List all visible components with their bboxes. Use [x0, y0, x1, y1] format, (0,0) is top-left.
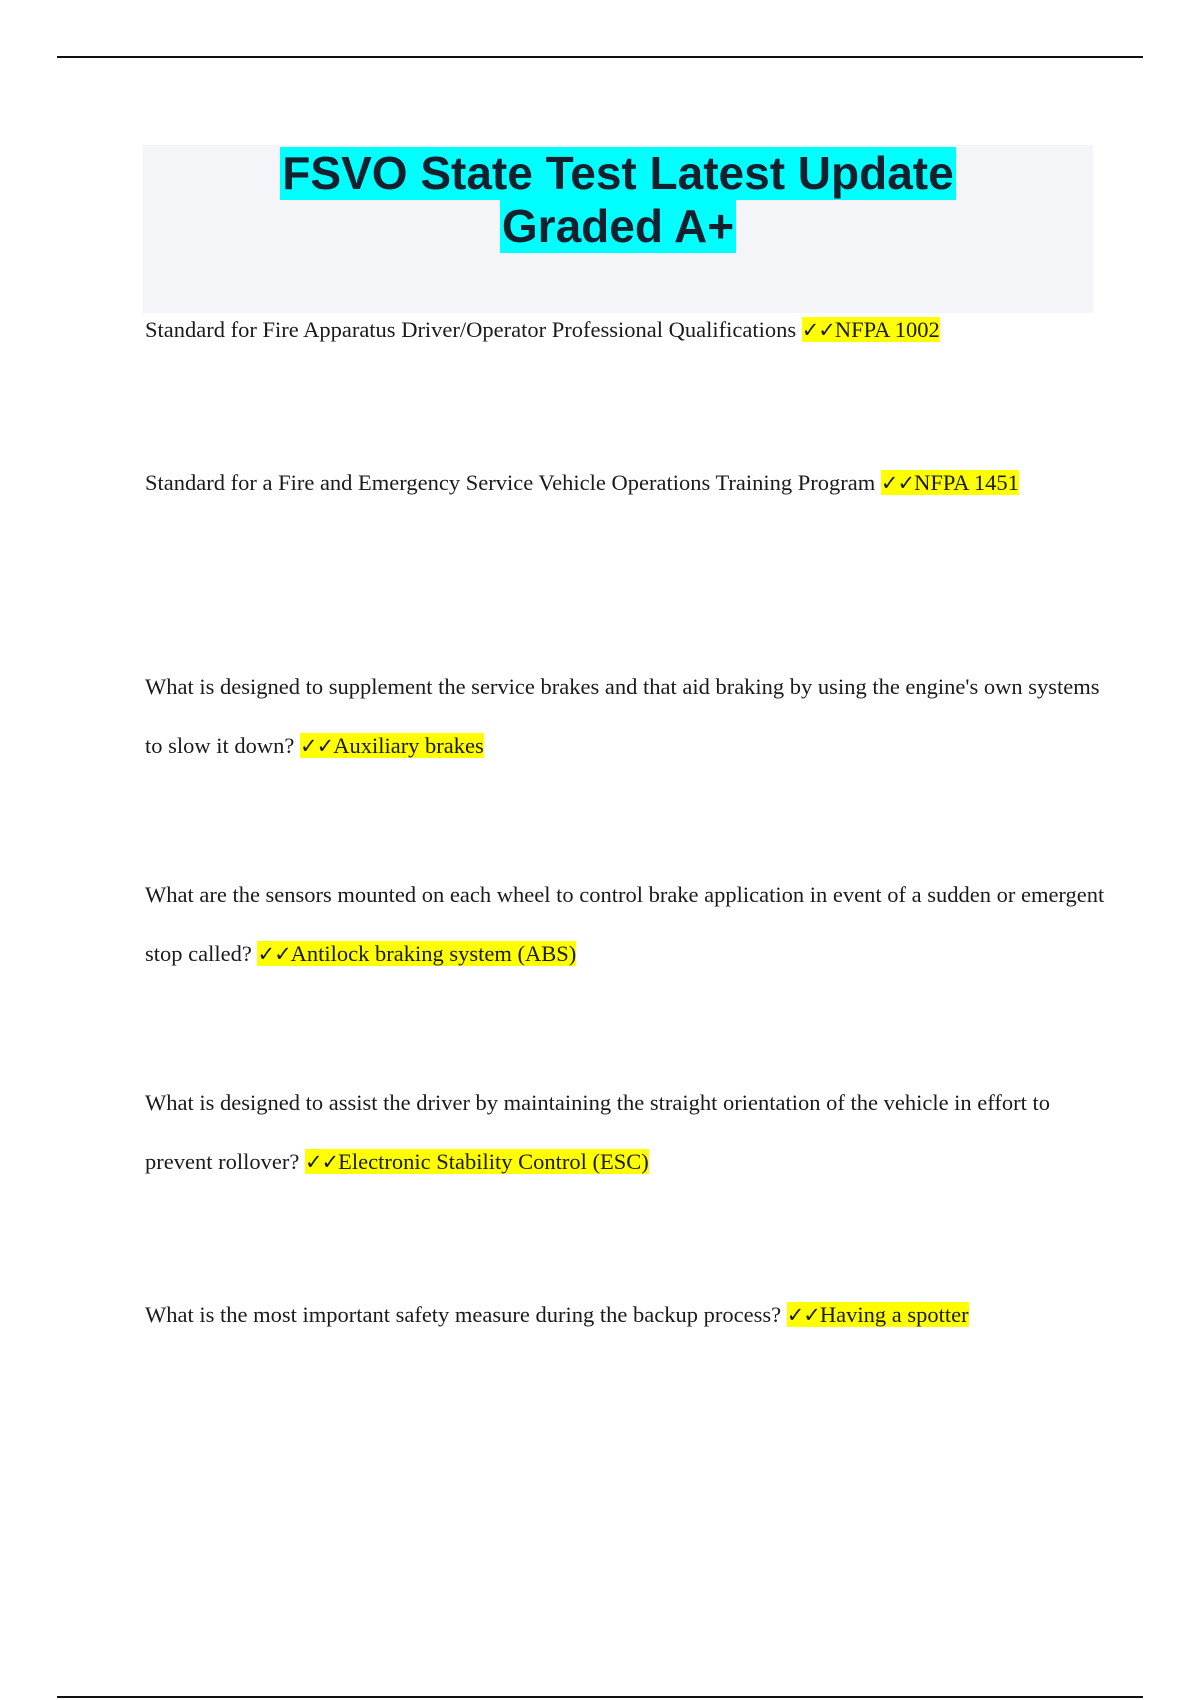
double-check-icon: ✓✓	[257, 942, 291, 966]
question-text: What are the sensors mounted on each wheel to control brake application in event of a sudden or emergent stop called?	[145, 882, 1105, 966]
double-check-icon: ✓✓	[880, 471, 915, 495]
answer-text: Having a spotter	[819, 1302, 969, 1327]
double-check-icon: ✓✓	[786, 1303, 820, 1327]
bottom-rule	[57, 1696, 1143, 1698]
question-text: Standard for a Fire and Emergency Service Vehicle Operations Training Program	[145, 470, 876, 495]
answer-highlight	[787, 1302, 969, 1327]
top-rule	[57, 56, 1143, 58]
title-banner	[143, 145, 1093, 313]
document-title-line-2: Graded A+	[501, 200, 735, 252]
double-check-icon: ✓✓	[801, 318, 835, 342]
question-text: What is the most important safety measure during the backup process?	[145, 1302, 782, 1327]
answer-text: NFPA 1451	[914, 470, 1019, 495]
qa-item-5	[145, 1073, 1105, 1192]
qa-item-6	[145, 1285, 1105, 1345]
answer-highlight	[300, 733, 484, 758]
qa-item-2	[145, 453, 1105, 513]
answer-text: Antilock braking system (ABS)	[290, 941, 577, 966]
question-text: Standard for Fire Apparatus Driver/Operator Professional Qualifications	[145, 317, 797, 342]
answer-highlight	[305, 1149, 649, 1174]
qa-item-4	[145, 865, 1105, 984]
qa-item-3	[145, 657, 1105, 776]
answer-highlight	[881, 470, 1019, 495]
qa-item-1	[145, 300, 1105, 360]
answer-highlight	[802, 317, 940, 342]
answer-text: Auxiliary brakes	[333, 733, 484, 758]
double-check-icon: ✓✓	[304, 1150, 339, 1174]
answer-text: NFPA 1002	[834, 317, 940, 342]
question-text: What is designed to assist the driver by maintaining the straight orientation of the vehicle in effort to prevent rollover?	[145, 1090, 1050, 1174]
question-text: What is designed to supplement the service brakes and that aid braking by using the engine's own systems to slow it down?	[145, 674, 1100, 758]
double-check-icon: ✓✓	[300, 734, 334, 758]
answer-text: Electronic Stability Control (ESC)	[338, 1149, 649, 1174]
document-title-line-1: FSVO State Test Latest Update	[282, 147, 954, 199]
answer-highlight	[257, 941, 576, 966]
